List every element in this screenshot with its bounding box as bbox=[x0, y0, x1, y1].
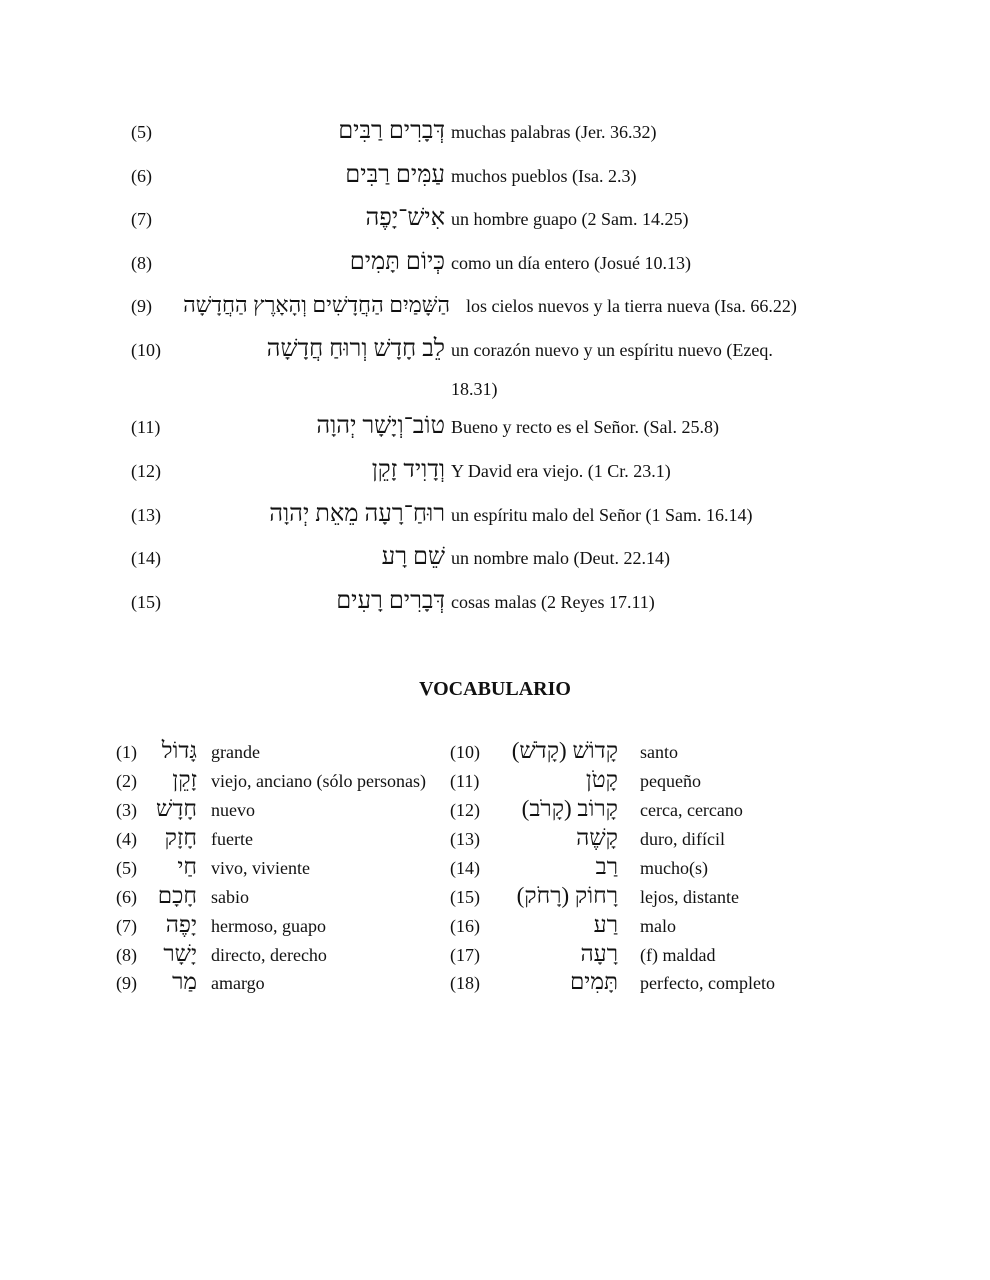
example-row bbox=[0, 501, 990, 531]
vocab-number: (8) bbox=[116, 945, 137, 965]
example-number: (5) bbox=[131, 122, 152, 142]
example-hebrew: לֵב חָדָשׁ וְרוּחַ חֲדָשָׁה bbox=[266, 336, 445, 362]
example-number: (13) bbox=[131, 505, 161, 525]
vocab-meaning: mucho(s) bbox=[640, 858, 708, 878]
vocab-number: (14) bbox=[450, 858, 480, 878]
vocab-number: (17) bbox=[450, 945, 480, 965]
example-number: (7) bbox=[131, 209, 152, 229]
example-hebrew: אִישׁ־יָפֶה bbox=[365, 205, 445, 231]
vocab-hebrew: תָּמִים bbox=[569, 969, 618, 994]
vocab-hebrew: חָכָם bbox=[157, 883, 197, 908]
vocab-number: (1) bbox=[116, 742, 137, 762]
vocab-item bbox=[0, 854, 990, 882]
vocab-hebrew: קָרוֹב (קָרֹב) bbox=[521, 796, 618, 821]
example-translation: un corazón nuevo y un espíritu nuevo (Ezeq. bbox=[451, 340, 773, 360]
example-translation: un nombre malo (Deut. 22.14) bbox=[451, 548, 670, 568]
vocab-item bbox=[0, 969, 990, 997]
example-translation: Bueno y recto es el Señor. (Sal. 25.8) bbox=[451, 417, 719, 437]
example-row bbox=[0, 292, 990, 322]
example-hebrew: שֵׁם רָע bbox=[381, 544, 445, 570]
example-hebrew: הַשָּׁמַיִם הַחֲדָשִׁים וְהָאָרֶץ הַחֲדָשָׁה bbox=[183, 292, 450, 317]
example-row bbox=[0, 588, 990, 618]
vocab-hebrew: קָשֶׁה bbox=[576, 825, 618, 850]
vocab-number: (9) bbox=[116, 973, 137, 993]
vocab-item bbox=[0, 796, 990, 824]
vocab-meaning: duro, difícil bbox=[640, 829, 725, 849]
vocab-hebrew: חָדָשׁ bbox=[156, 796, 197, 821]
vocab-hebrew: רַע bbox=[593, 912, 618, 937]
vocab-number: (11) bbox=[450, 771, 480, 791]
vocab-meaning: lejos, distante bbox=[640, 887, 739, 907]
example-hebrew: דְּבָרִים רָעִים bbox=[336, 588, 445, 614]
vocab-hebrew: זָקֵן bbox=[172, 767, 197, 792]
vocab-item bbox=[0, 825, 990, 853]
example-row bbox=[0, 205, 990, 235]
example-number: (8) bbox=[131, 253, 152, 273]
vocab-hebrew: רַב bbox=[595, 854, 618, 879]
example-translation: como un día entero (Josué 10.13) bbox=[451, 253, 691, 273]
example-number: (6) bbox=[131, 166, 152, 186]
example-translation: los cielos nuevos y la tierra nueva (Isa. 66.22) bbox=[466, 296, 797, 316]
vocab-hebrew: חַי bbox=[177, 854, 197, 879]
vocab-item bbox=[0, 883, 990, 911]
vocab-hebrew: גָּדוֹל bbox=[161, 738, 197, 763]
example-row bbox=[0, 457, 990, 487]
example-number: (10) bbox=[131, 340, 161, 360]
example-row bbox=[0, 162, 990, 192]
vocab-number: (3) bbox=[116, 800, 137, 820]
example-row bbox=[0, 118, 990, 148]
example-row bbox=[0, 249, 990, 279]
example-translation: muchas palabras (Jer. 36.32) bbox=[451, 122, 657, 142]
vocab-meaning: malo bbox=[640, 916, 676, 936]
vocab-hebrew: קָטֹן bbox=[585, 767, 618, 792]
example-row bbox=[0, 544, 990, 574]
vocab-hebrew: יָשָׁר bbox=[163, 941, 197, 966]
vocab-item bbox=[0, 912, 990, 940]
example-number: (15) bbox=[131, 592, 161, 612]
vocab-hebrew: רָעָה bbox=[580, 941, 618, 966]
vocab-meaning: (f) maldad bbox=[640, 945, 716, 965]
example-number: (12) bbox=[131, 461, 161, 481]
example-number: (11) bbox=[131, 417, 161, 437]
section-heading: VOCABULARIO bbox=[419, 678, 571, 700]
example-translation: muchos pueblos (Isa. 2.3) bbox=[451, 166, 637, 186]
vocab-item bbox=[0, 767, 990, 795]
example-translation: cosas malas (2 Reyes 17.11) bbox=[451, 592, 655, 612]
vocab-hebrew: רָחוֹק (רָחֹק) bbox=[516, 883, 618, 908]
vocab-meaning: pequeño bbox=[640, 771, 701, 791]
example-hebrew: רוּחַ־רָעָה מֵאֵת יְהוָה bbox=[269, 501, 445, 527]
vocab-meaning: santo bbox=[640, 742, 678, 762]
vocab-hebrew: יָפֶה bbox=[165, 912, 197, 937]
vocab-meaning: nuevo bbox=[211, 800, 255, 820]
example-translation: Y David era viejo. (1 Cr. 23.1) bbox=[451, 461, 671, 481]
example-row bbox=[0, 336, 990, 399]
example-number: (14) bbox=[131, 548, 161, 568]
vocab-meaning: cerca, cercano bbox=[640, 800, 743, 820]
vocab-meaning: vivo, viviente bbox=[211, 858, 310, 878]
vocab-hebrew: קָדוֹשׁ (קָדֹשׁ) bbox=[511, 738, 618, 763]
example-row bbox=[0, 413, 990, 443]
vocab-number: (7) bbox=[116, 916, 137, 936]
vocab-number: (13) bbox=[450, 829, 480, 849]
vocab-meaning: grande bbox=[211, 742, 260, 762]
vocab-meaning: directo, derecho bbox=[211, 945, 327, 965]
vocab-meaning: perfecto, completo bbox=[640, 973, 775, 993]
vocab-number: (2) bbox=[116, 771, 137, 791]
vocab-meaning: amargo bbox=[211, 973, 265, 993]
vocab-meaning: hermoso, guapo bbox=[211, 916, 326, 936]
example-translation-continued: 18.31) bbox=[451, 379, 498, 399]
example-translation: un hombre guapo (2 Sam. 14.25) bbox=[451, 209, 689, 229]
vocab-hebrew: מַר bbox=[172, 969, 197, 994]
example-translation: un espíritu malo del Señor (1 Sam. 16.14) bbox=[451, 505, 753, 525]
vocab-number: (5) bbox=[116, 858, 137, 878]
vocab-number: (18) bbox=[450, 973, 480, 993]
vocab-meaning: sabio bbox=[211, 887, 249, 907]
vocab-number: (4) bbox=[116, 829, 137, 849]
vocab-number: (16) bbox=[450, 916, 480, 936]
vocab-number: (15) bbox=[450, 887, 480, 907]
example-hebrew: וְדָוִיד זָקֵן bbox=[371, 457, 445, 483]
vocab-item bbox=[0, 941, 990, 969]
example-number: (9) bbox=[131, 296, 152, 316]
vocab-meaning: viejo, anciano (sólo personas) bbox=[211, 771, 426, 791]
example-hebrew: עַמִּים רַבִּים bbox=[345, 162, 445, 188]
example-hebrew: טוֹב־וְיָשָׁר יְהוָה bbox=[316, 413, 445, 439]
vocab-number: (12) bbox=[450, 800, 480, 820]
vocab-number: (6) bbox=[116, 887, 137, 907]
vocab-meaning: fuerte bbox=[211, 829, 253, 849]
vocab-hebrew: חָזָק bbox=[164, 825, 197, 850]
vocab-number: (10) bbox=[450, 742, 480, 762]
vocab-item bbox=[0, 738, 990, 766]
example-hebrew: דְּבָרִים רַבִּים bbox=[338, 118, 445, 144]
example-hebrew: כְּיוֹם תָּמִים bbox=[349, 249, 445, 275]
